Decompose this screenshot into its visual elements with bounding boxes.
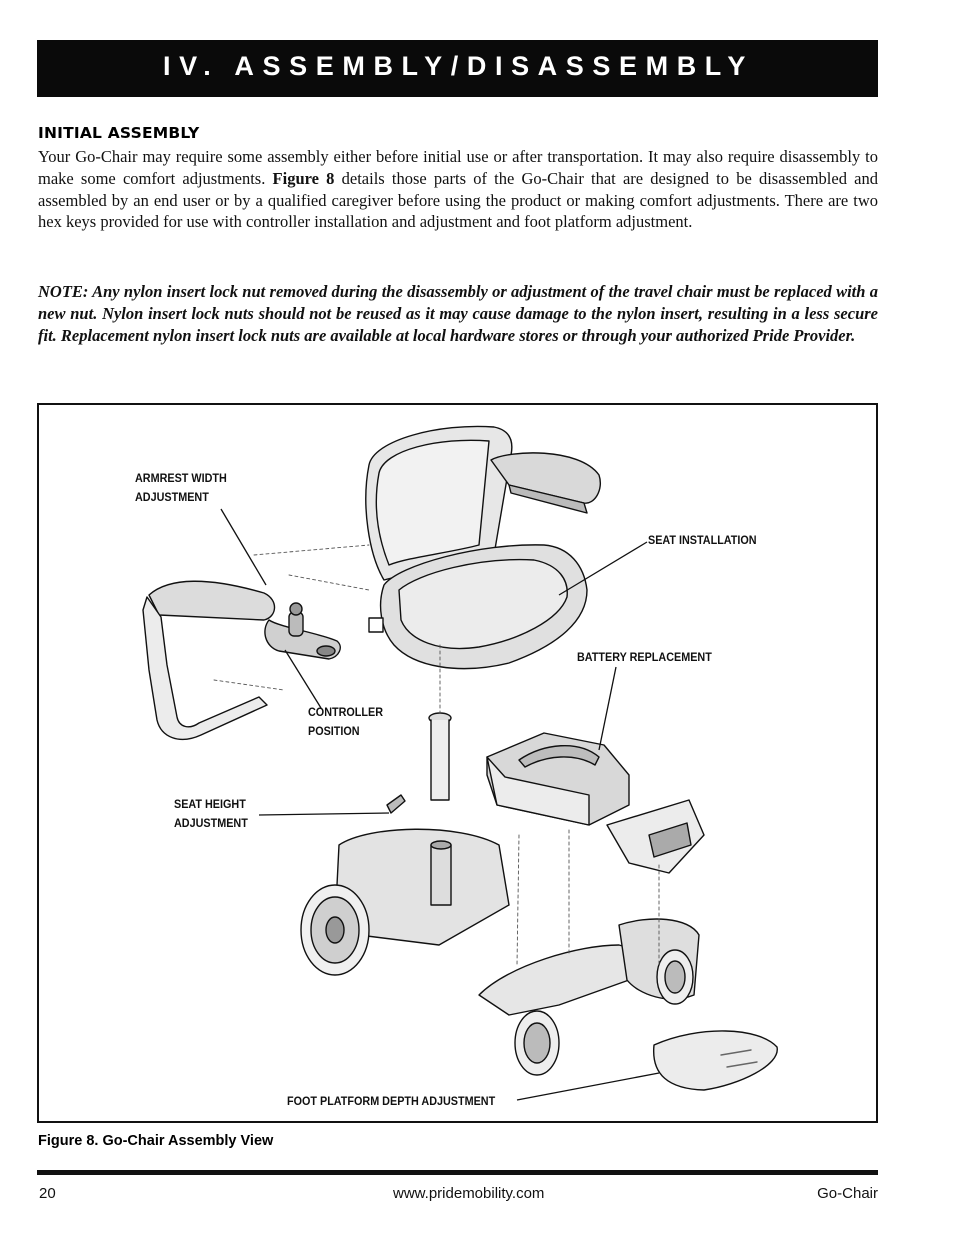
figure-caption: Figure 8. Go-Chair Assembly View (38, 1133, 274, 1149)
callout-seat-height (174, 795, 248, 833)
callout-controller-line-1: CONTROLLER (308, 705, 383, 719)
callout-controller-line-2: POSITION (308, 724, 360, 738)
intro-text-start: Your Go-Chair may require some assembly either before initial use or after transportation. It may also require disassembly to make some comfort adjustments. (38, 147, 878, 188)
footer-url: www.pridemobility.com (393, 1185, 545, 1202)
seat-illustration (366, 426, 600, 668)
note-paragraph: NOTE: Any nylon insert lock nut removed during the disassembly or adjustment of the travel chair must be replaced with a new nut. Nylon insert lock nuts should not be reused as it may cause damage to the nylon insert, resulting in a less secure fit. Replacement nylon insert lock nuts are available at local hardware stores or through your authorized Pride Provider. (38, 282, 878, 345)
footer-rule (37, 1170, 878, 1175)
assembly-figure (37, 403, 878, 1123)
callout-foot-platform: FOOT PLATFORM DEPTH ADJUSTMENT (287, 1094, 496, 1108)
section-banner (37, 40, 878, 97)
section-heading: INITIAL ASSEMBLY (38, 124, 200, 142)
callout-armrest-width (135, 469, 227, 507)
callout-seat-installation: SEAT INSTALLATION (648, 533, 757, 547)
callout-controller-position (308, 703, 383, 741)
callout-seat-height-line-1: SEAT HEIGHT (174, 797, 246, 811)
page-number: 20 (39, 1185, 56, 1202)
section-title: IV. ASSEMBLY/DISASSEMBLY (163, 51, 755, 81)
seat-post-illustration (387, 713, 451, 813)
figure-reference: Figure 8 (272, 168, 335, 188)
callout-seat-height-line-2: ADJUSTMENT (174, 816, 248, 830)
base-illustration (301, 829, 777, 1090)
assembly-illustration (39, 405, 876, 1121)
callout-armrest-line-2: ADJUSTMENT (135, 490, 209, 504)
callout-armrest-line-1: ARMREST WIDTH (135, 471, 227, 485)
intro-paragraph (38, 146, 878, 233)
intro-text-end: details those parts of the Go-Chair that are designed to be disassembled and assembled by an end user or by a qualified caregiver before using the product or making comfort adjustments. There are two hex keys provided for use with controller installation and adjustment and foot platform adjustment. (38, 168, 878, 232)
callout-battery-replacement: BATTERY REPLACEMENT (577, 650, 712, 664)
battery-illustration (487, 733, 704, 873)
footer-product-name: Go-Chair (817, 1185, 878, 1202)
